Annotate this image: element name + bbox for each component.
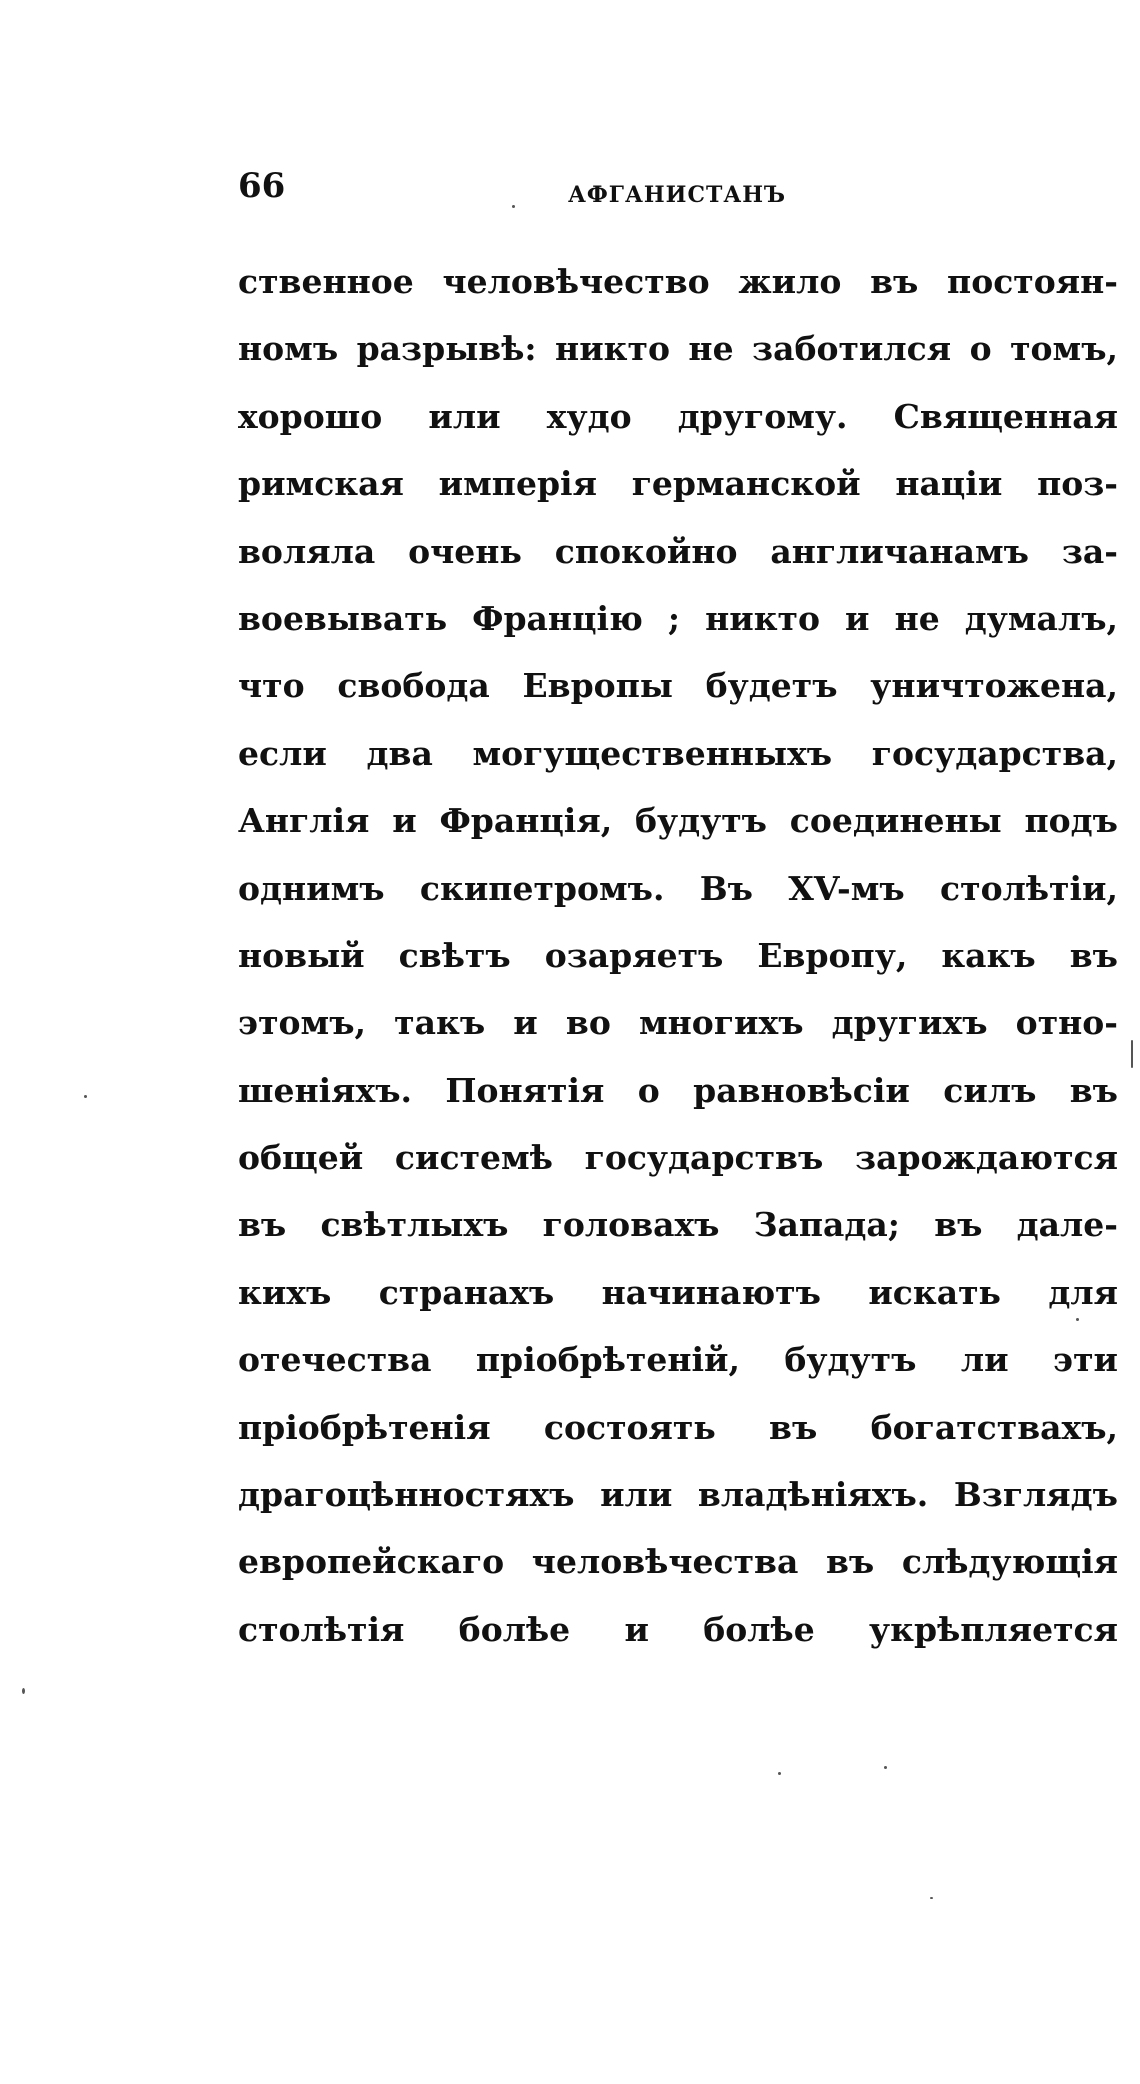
scan-speck xyxy=(1076,1318,1079,1321)
text-line: отечества пріобрѣтеній, будутъ ли эти xyxy=(238,1340,1118,1380)
text-line: если два могущественныхъ государства, xyxy=(238,733,1118,773)
scan-speck xyxy=(930,1897,933,1899)
text-line: что свобода Европы будетъ уничтожена, xyxy=(238,666,1118,706)
scan-speck xyxy=(84,1095,87,1098)
page-header xyxy=(238,166,1118,226)
scan-speck xyxy=(22,1688,25,1694)
scan-speck xyxy=(778,1772,781,1775)
body-text xyxy=(238,248,1118,1663)
text-line: этомъ, такъ и во многихъ другихъ отно- xyxy=(238,1003,1118,1043)
text-line: европейскаго человѣчества въ слѣдующія xyxy=(238,1542,1118,1582)
page-number: 66 xyxy=(238,166,286,206)
text-line: драгоцѣнностяхъ или владѣніяхъ. Взглядъ xyxy=(238,1475,1118,1515)
scan-speck xyxy=(512,205,515,208)
text-line: въ свѣтлыхъ головахъ Запада; въ дале- xyxy=(238,1205,1118,1245)
text-line: кихъ странахъ начинаютъ искать для xyxy=(238,1272,1118,1312)
scan-speck xyxy=(1131,1040,1133,1068)
text-line: хорошо или худо другому. Священная xyxy=(238,396,1118,436)
running-title: АФГАНИСТАНЪ xyxy=(568,182,787,208)
text-line: столѣтія болѣе и болѣе укрѣпляется xyxy=(238,1609,1118,1649)
text-line: новый свѣтъ озаряетъ Европу, какъ въ xyxy=(238,935,1118,975)
text-line: римская имперія германской націи поз- xyxy=(238,464,1118,504)
text-line: Англія и Франція, будутъ соединены подъ xyxy=(238,801,1118,841)
text-line: общей системѣ государствъ зарождаются xyxy=(238,1138,1118,1178)
text-line: однимъ скипетромъ. Въ XV-мъ столѣтіи, xyxy=(238,868,1118,908)
text-line: номъ разрывѣ: никто не заботился о томъ, xyxy=(238,329,1118,369)
text-line: шеніяхъ. Понятія о равновѣсіи силъ въ xyxy=(238,1070,1118,1110)
text-line: воевывать Францію ; никто и не думалъ, xyxy=(238,598,1118,638)
text-line: воляла очень спокойно англичанамъ за- xyxy=(238,531,1118,571)
text-line: пріобрѣтенія состоять въ богатствахъ, xyxy=(238,1407,1118,1447)
scan-speck xyxy=(884,1766,887,1769)
text-line: ственное человѣчество жило въ постоян- xyxy=(238,262,1118,301)
